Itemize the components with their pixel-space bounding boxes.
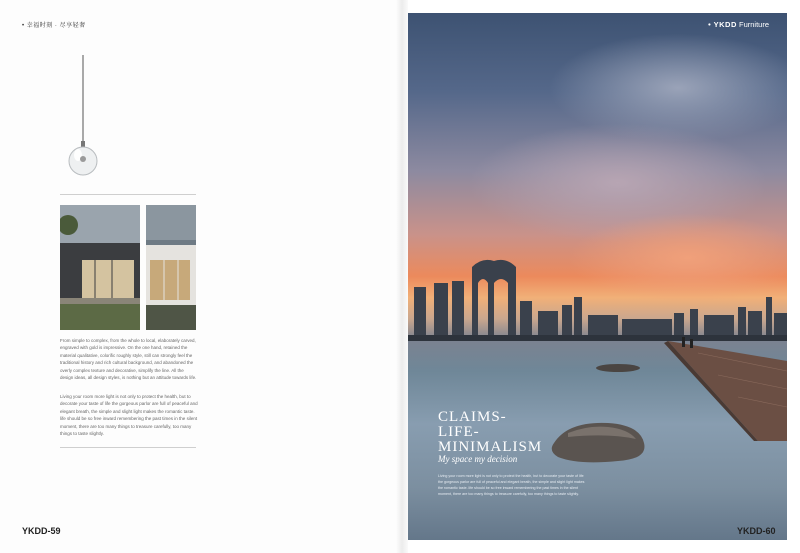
page-gutter [396, 0, 408, 553]
pendant-lamp-icon [60, 55, 108, 180]
headline-line-3: MINIMALISM [438, 439, 543, 455]
brand-name: • YKDD [708, 20, 737, 29]
paragraph-1: From simple to complex, from the whole to local, elaborately carved, engraved with gold is impressive. On the one hand, retained the material qualitative, colorific roughly style, still can strongly feel the traditional history and rich cultural background, and abandoned the overly complex texture and decorative, simplify the line. All the design ideas, all design styles, is nothing but an attitude towards life. [60, 338, 197, 381]
rock [593, 358, 643, 378]
brand-header [708, 20, 769, 29]
right-page-number: YKDD-60 [737, 526, 776, 536]
page-tagline: • 幸福时刻 · 尽享轻奢 [22, 23, 86, 29]
rock [548, 403, 658, 473]
brand-suffix: Furniture [738, 20, 769, 29]
house-photo-right [146, 205, 196, 330]
bottom-divider [60, 447, 196, 448]
headline-subtitle: My space my decision [438, 454, 518, 464]
city-skyline-photo [408, 13, 787, 540]
paragraph-2: Living your room more light is not only to protect the health, but to decorate your taste of life the gorgeous parlor are full of peaceful and elegant breath, the simple and slight light makes the romantic taste. life should be so free inward remembering the past times in the silent moment, there are too many things to treasure carefully, too many things to taste slightly. [60, 394, 198, 437]
headline-line-2: LIFE- [438, 424, 480, 440]
headline [438, 410, 542, 455]
boardwalk [638, 331, 787, 441]
headline-line-1: CLAIMS- [438, 409, 507, 425]
house-photo-left [60, 205, 140, 330]
left-page-number: YKDD-59 [22, 526, 61, 536]
photo-body-text: Living your room more light is not only to protect the health, but to decorate your taste of life the gorgeous parlor are full of peaceful and elegant breath, the simple and slight light makes the romantic taste. life should be so free inward remembering the past times in the silent moment, there are too many things to treasure carefully, too many things to taste slightly. [438, 474, 585, 496]
top-divider [60, 194, 196, 195]
